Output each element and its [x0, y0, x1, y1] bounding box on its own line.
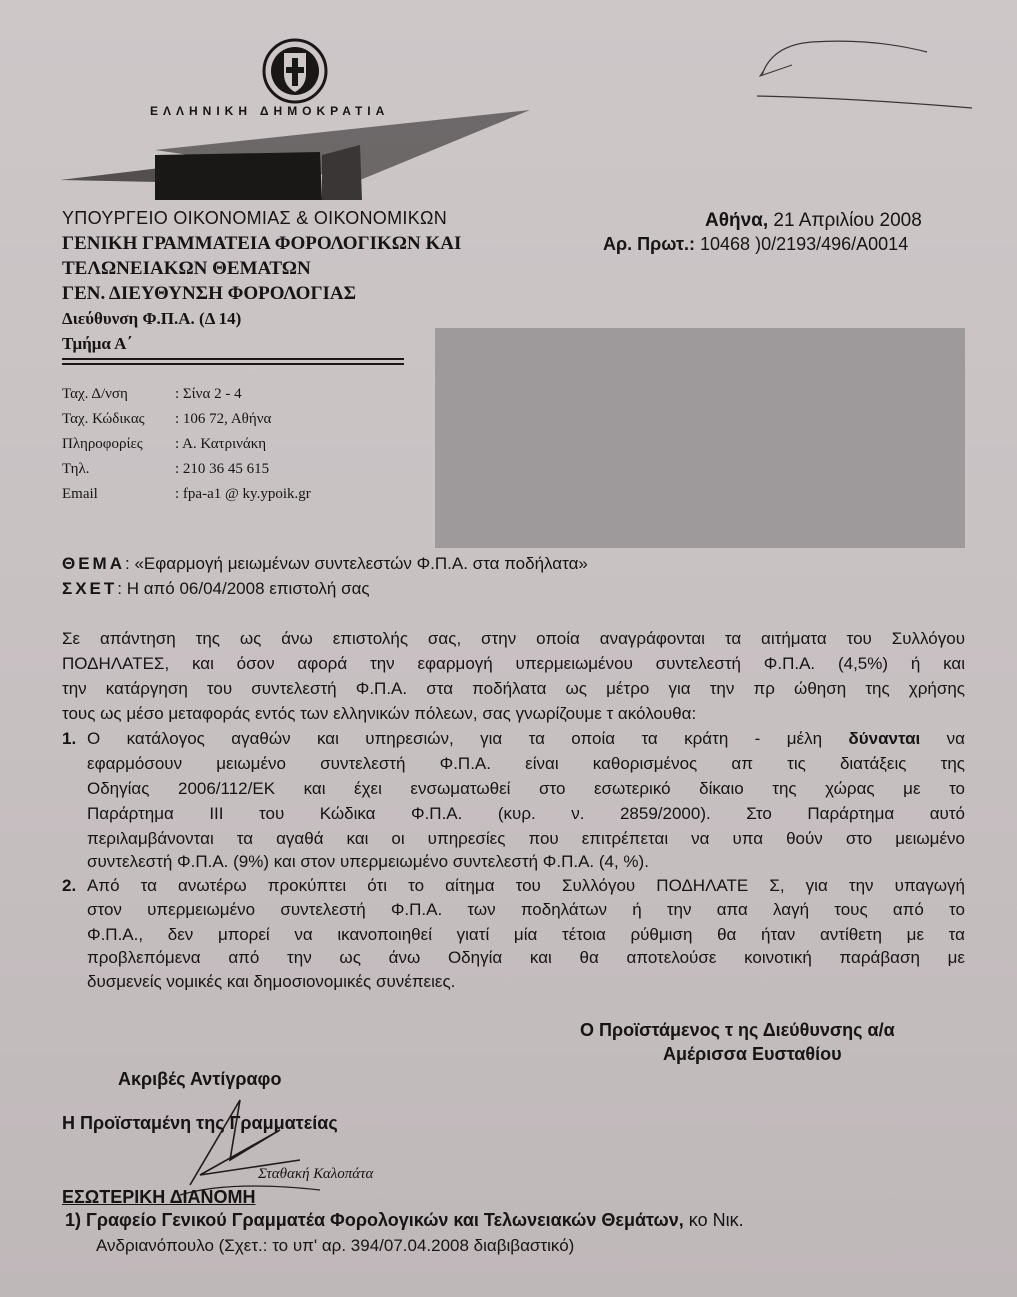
- body-text: Από τα ανωτέρω προκύπτει ότι το αίτημα του Συλλόγου ΠΟΔΗΛΑΤΕ Σ, για την υπαγωγή: [87, 876, 965, 895]
- general-directorate: ΓΕΝ. ΔΙΕΥΘΥΝΣΗ ΦΟΡΟΛΟΓΙΑΣ: [62, 283, 357, 304]
- greek-emblem-icon: [262, 38, 328, 104]
- vat-directorate: Διεύθυνση Φ.Π.Α. (Δ 14): [62, 309, 242, 328]
- date-city: Αθήνα,: [705, 210, 769, 231]
- signature-name: Σταθακή Καλοπάτα: [258, 1166, 374, 1182]
- certified-copy-label: Ακριβές Αντίγραφο: [118, 1069, 282, 1089]
- list-item: [62, 876, 965, 896]
- reference-line: [62, 579, 370, 599]
- body-text: Ο κατάλογος αγαθών και υπηρεσιών, για τα οποία τα κράτη - μέλη: [87, 729, 823, 748]
- protocol-number: [603, 234, 908, 255]
- contact-label: Email: [62, 486, 98, 502]
- protocol-label: Αρ. Πρωτ.:: [603, 234, 696, 254]
- document-date: [705, 210, 922, 232]
- section-name: Τμήμα Α΄: [62, 334, 133, 353]
- list-number: 1.: [62, 729, 77, 748]
- contact-label: Ταχ. Κώδικας: [62, 411, 145, 427]
- distribution-recipient: 1) Γραφείο Γενικού Γραμματέα Φορολογικών και Τελωνειακών Θεμάτων,: [65, 1210, 684, 1230]
- general-secretariat-line-1: ΓΕΝΙΚΗ ΓΡΑΜΜΑΤΕΙΑ ΦΟΡΟΛΟΓΙΚΩΝ ΚΑΙ: [62, 233, 462, 254]
- protocol-value: 10468 )0/2193/496/Α0014: [695, 234, 909, 254]
- signatory-title: Ο Προϊστάμενος τ ης Διεύθυνσης α/α: [580, 1020, 895, 1040]
- body-line: Παράρτημα ΙΙΙ του Κώδικα Φ.Π.Α. (κυρ. ν. 2859/2000). Στο Παράρτημα αυτό: [87, 804, 965, 823]
- subject-line: [62, 554, 588, 574]
- body-text: να: [946, 729, 965, 748]
- distribution-item: [65, 1210, 744, 1231]
- subject-text: : «Εφαρμογή μειωμένων συντελεστών Φ.Π.Α. στα ποδήλατα»: [125, 554, 588, 573]
- certified-by-title: Η Προϊσταμένη της Γραμματείας: [62, 1113, 338, 1133]
- contact-label: Πληροφορίες: [62, 436, 143, 452]
- contact-label: Τηλ.: [62, 461, 90, 477]
- header-divider: [62, 363, 404, 365]
- list-item: [62, 729, 965, 749]
- body-text-bold: δύνανται: [848, 729, 921, 748]
- body-line: δυσμενείς νομικές και δημοσιονομικές συνέπειες.: [87, 972, 456, 991]
- body-line: περιλαμβάνονται τα αγαθά και οι υπηρεσίες που επιτρέπεται να υπα θούν στο μειωμένο: [87, 829, 965, 848]
- body-line: τους ως μέσο μεταφοράς εντός των ελληνικών πόλεων, σας γνωρίζουμε τ ακόλουθα:: [62, 704, 697, 723]
- body-line: στον υπερμειωμένο συντελεστή Φ.Π.Α. των ποδηλάτων ή την απα λαγή τους από το: [87, 900, 965, 919]
- subject-label: ΘΕΜΑ: [62, 554, 125, 573]
- republic-title: ΕΛΛΗΝΙΚΗ ΔΗΜΟΚΡΑΤΙΑ: [150, 104, 390, 118]
- top-signature-scribble: [752, 30, 982, 115]
- contact-value: : Σίνα 2 - 4: [175, 386, 242, 402]
- contact-value: : Α. Κατρινάκη: [175, 436, 267, 452]
- header-banner-decoration: [60, 100, 540, 215]
- body-line: Φ.Π.Α., δεν μπορεί να ικανοποιηθεί γιατί μία τέτοια ρύθμιση θα ήταν αντίθετη με τα: [87, 925, 965, 944]
- redacted-recipient-box: [435, 328, 965, 548]
- signatory-name: Αμέρισσα Ευσταθίου: [663, 1044, 842, 1064]
- body-line: Οδηγίας 2006/112/ΕΚ και έχει ενσωματωθεί στο εσωτερικό δίκαιο της χώρας με το: [87, 779, 965, 798]
- body-line: Σε απάντηση της ως άνω επιστολής σας, στην οποία αναγράφονται τα αιτήματα του Συλλόγου: [62, 629, 965, 648]
- ministry-name: ΥΠΟΥΡΓΕΙΟ ΟΙΚΟΝΟΜΙΑΣ & ΟΙΚΟΝΟΜΙΚΩΝ: [62, 208, 448, 228]
- contact-value: : 106 72, Αθήνα: [175, 411, 272, 427]
- body-line: ΠΟΔΗΛΑΤΕΣ, και όσον αφορά την εφαρμογή υπερμειωμένου συντελεστή Φ.Π.Α. (4,5%) ή και: [62, 654, 965, 673]
- body-line: την κατάργηση του συντελεστή Φ.Π.Α. στα ποδήλατα ως μέτρο για την πρ ώθηση της χρήσης: [62, 679, 965, 698]
- list-number: 2.: [62, 876, 77, 895]
- general-secretariat-line-2: ΤΕΛΩΝΕΙΑΚΩΝ ΘΕΜΑΤΩΝ: [62, 258, 311, 279]
- contact-label: Ταχ. Δ/νση: [62, 386, 128, 402]
- contact-value: : 210 36 45 615: [175, 461, 270, 477]
- date-value: 21 Απριλίου 2008: [768, 210, 922, 231]
- body-line: προβλεπόμενα από την ως άνω Οδηγία και θα αποτελούσε κοινοτική παράβαση με: [87, 948, 965, 967]
- distribution-recipient-name: κο Νικ.: [683, 1210, 744, 1230]
- body-line: εφαρμόσουν μειωμένο συντελεστή Φ.Π.Α. είναι καθορισμένος απ τις διατάξεις της: [87, 754, 965, 773]
- reference-label: ΣΧΕΤ: [62, 579, 118, 598]
- contact-email: : fpa-a1 @ ky.ypoik.gr: [175, 486, 311, 502]
- reference-text: : Η από 06/04/2008 επιστολή σας: [117, 579, 370, 598]
- distribution-title: ΕΣΩΤΕΡΙΚΗ ΔΙΑΝΟΜΗ: [62, 1187, 256, 1207]
- header-divider: [62, 358, 404, 360]
- body-line: συντελεστή Φ.Π.Α. (9%) και στον υπερμειωμένο συντελεστή Φ.Π.Α. (4, %).: [87, 852, 649, 871]
- distribution-item-detail: Ανδριανόπουλο (Σχετ.: το υπ' αρ. 394/07.04.2008 διαβιβαστικό): [96, 1236, 575, 1255]
